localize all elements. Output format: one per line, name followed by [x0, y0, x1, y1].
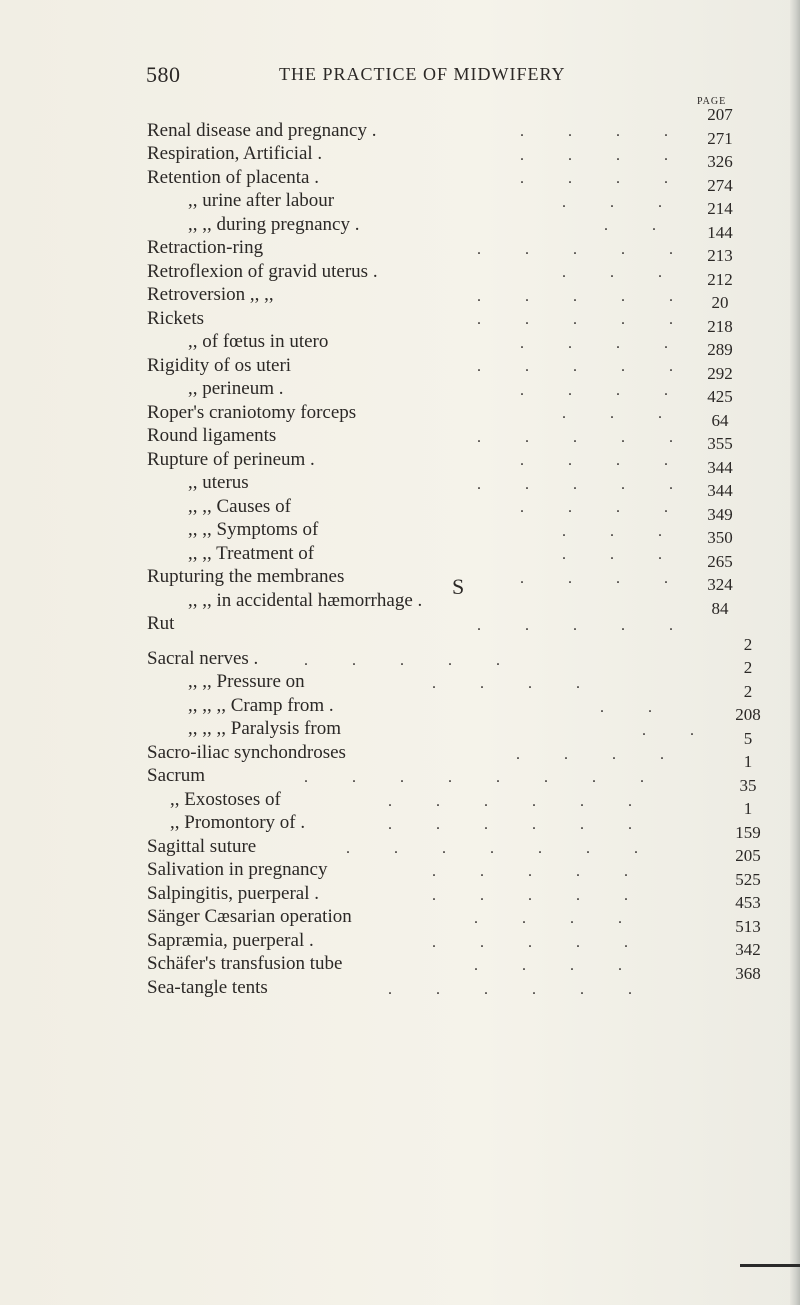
index-entry: ,, ,, ,, Paralysis from	[188, 718, 342, 739]
page-ref: 344	[707, 481, 733, 500]
index-entry: Sacrum	[147, 765, 206, 786]
index-entry: ,, ,, Symptoms of	[188, 519, 319, 540]
index-entry: Sacro-iliac synchondroses	[147, 742, 346, 763]
leader-dots: . .	[604, 217, 676, 234]
leader-dots: . . . . .	[477, 241, 693, 258]
leader-dots: . . . . .	[477, 617, 693, 634]
index-entry: Round ligaments	[147, 425, 277, 446]
page-ref: 344	[707, 458, 733, 477]
leader-dots: . . . . .	[477, 288, 693, 305]
page-ref: 2	[743, 682, 753, 701]
index-entry: Sapræmia, puerperal .	[147, 930, 314, 951]
index-entry: Retroversion ,, ,,	[147, 284, 274, 305]
page-ref: 212	[707, 270, 733, 289]
page-ref: 349	[707, 505, 733, 524]
page-column-label: PAGE	[697, 96, 727, 107]
leader-dots: . . . . . . . .	[304, 769, 664, 786]
leader-dots: . . . . .	[432, 934, 648, 951]
index-entry: ,, Exostoses of	[170, 789, 281, 810]
leader-dots: . . . .	[520, 123, 688, 140]
leader-dots: . . . .	[516, 746, 684, 763]
leader-dots: . . . . .	[477, 358, 693, 375]
index-entry: Retroflexion of gravid uterus .	[147, 261, 378, 282]
leader-dots: . .	[642, 722, 714, 739]
index-entry: Rupturing the membranes	[147, 566, 345, 587]
page-ref: 265	[707, 552, 733, 571]
page-ref: 425	[707, 387, 733, 406]
page-ref: 2	[743, 658, 753, 677]
index-entry: ,, ,, Treatment of	[188, 543, 315, 564]
page-ref: 214	[707, 199, 733, 218]
page-ref: 2	[743, 635, 753, 654]
leader-dots: . .	[600, 699, 672, 716]
leader-dots: . . .	[562, 523, 682, 540]
leader-dots: . . .	[562, 194, 682, 211]
running-title: THE PRACTICE OF MIDWIFERY	[279, 64, 566, 84]
index-entry: Salivation in pregnancy	[147, 859, 328, 880]
page-ref: 355	[707, 434, 733, 453]
page-ref: 1	[743, 799, 753, 818]
page-ref: 64	[711, 411, 729, 430]
leader-dots: . . . .	[520, 335, 688, 352]
page-ref: 368	[735, 964, 761, 983]
index-entry: ,, of fœtus in utero	[188, 331, 329, 352]
index-entry: ,, perineum .	[188, 378, 284, 399]
index-entry: Retention of placenta .	[147, 167, 319, 188]
page-ref: 207	[707, 105, 733, 124]
leader-dots: . . . .	[520, 570, 688, 587]
index-entry: Sacral nerves .	[147, 648, 259, 669]
page-ref: 350	[707, 528, 733, 547]
leader-dots: . . . .	[432, 675, 600, 692]
index-entry: Rigidity of os uteri	[147, 355, 292, 376]
leader-dots: . . . . . .	[388, 981, 652, 998]
index-entry: Sagittal suture	[147, 836, 257, 857]
page-edge	[790, 0, 800, 1305]
page-ref: 218	[707, 317, 733, 336]
index-entry: Respiration, Artificial .	[147, 143, 323, 164]
page-ref: 213	[707, 246, 733, 265]
page-ref: 453	[735, 893, 761, 912]
index-entry: Rickets	[147, 308, 204, 329]
leader-dots: . . . . . .	[388, 816, 652, 833]
leader-dots: . . . .	[474, 910, 642, 927]
page-ref: 513	[735, 917, 761, 936]
index-entry: Salpingitis, puerperal .	[147, 883, 320, 904]
page-ref: 342	[735, 940, 761, 959]
index-entry: Rut	[147, 613, 175, 634]
leader-dots: . . . . . . .	[346, 840, 658, 857]
index-entry: ,, ,, in accidental hæmorrhage .	[188, 590, 423, 611]
leader-dots: . . . . .	[432, 863, 648, 880]
page-ref: 35	[739, 776, 757, 795]
leader-dots: . . . . .	[477, 429, 693, 446]
page-ref: 292	[707, 364, 733, 383]
index-entry: ,, uterus	[188, 472, 249, 493]
index-entry: ,, ,, Causes of	[188, 496, 291, 517]
index-entry: Sea-tangle tents	[147, 977, 268, 998]
leader-dots: . . . .	[520, 499, 688, 516]
index-entry: ,, ,, ,, Cramp from .	[188, 695, 334, 716]
page-ref: 205	[735, 846, 761, 865]
index-entry: Roper's craniotomy forceps	[147, 402, 357, 423]
page-ref: 20	[711, 293, 729, 312]
page-ref: 289	[707, 340, 733, 359]
page-ref: 324	[707, 575, 733, 594]
leader-dots: . . . .	[520, 452, 688, 469]
leader-dots: . . .	[562, 546, 682, 563]
running-header	[146, 62, 666, 90]
index-entry: Schäfer's transfusion tube	[147, 953, 343, 974]
index-entry: Renal disease and pregnancy .	[147, 120, 377, 141]
page-ref: 144	[707, 223, 733, 242]
page-ref: 1	[743, 752, 753, 771]
index-entry: Sänger Cæsarian operation	[147, 906, 352, 927]
leader-dots: . . . .	[520, 382, 688, 399]
leader-dots: . . . . .	[477, 476, 693, 493]
page-ref: 208	[735, 705, 761, 724]
index-entry: ,, ,, Pressure on	[188, 671, 305, 692]
index-entry: ,, Promontory of .	[170, 812, 306, 833]
page-ref: 159	[735, 823, 761, 842]
index-entry: ,, urine after labour	[188, 190, 335, 211]
leader-dots: . . . .	[520, 147, 688, 164]
leader-dots: . . .	[562, 405, 682, 422]
page-number: 580	[146, 62, 181, 87]
page-ref: 525	[735, 870, 761, 889]
page-edge-shadow	[740, 1264, 800, 1267]
leader-dots: . . . .	[520, 170, 688, 187]
leader-dots: . . . . . .	[388, 793, 652, 810]
section-letter: S	[452, 574, 465, 599]
page-ref: 271	[707, 129, 733, 148]
index-entry: ,, ,, during pregnancy .	[188, 214, 360, 235]
page-ref: 274	[707, 176, 733, 195]
leader-dots: . . .	[562, 264, 682, 281]
index-entry: Retraction-ring	[147, 237, 264, 258]
leader-dots: . . . . .	[477, 311, 693, 328]
leader-dots: . . . . .	[304, 652, 520, 669]
index-entry: Rupture of perineum .	[147, 449, 315, 470]
leader-dots: . . . . .	[432, 887, 648, 904]
page-ref: 84	[711, 599, 729, 618]
page-ref: 326	[707, 152, 733, 171]
leader-dots: . . . .	[474, 957, 642, 974]
page-ref: 5	[743, 729, 753, 748]
